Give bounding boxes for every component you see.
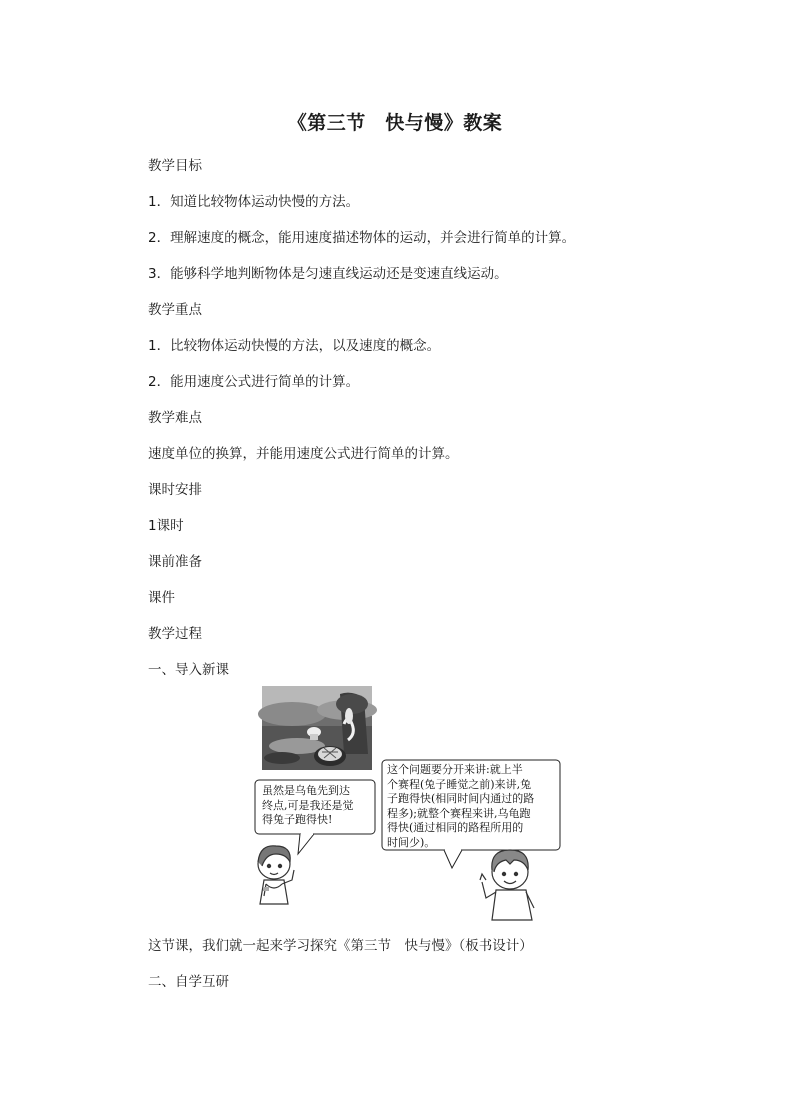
page-title: 《第三节 快与慢》教案 <box>287 112 503 134</box>
section-heading-objectives: 教学目标 <box>148 158 202 174</box>
boy-bubble-line-6: 时间少)。 <box>387 835 436 849</box>
boy-bubble-line-4: 程多);就整个赛程来讲,乌龟跑 <box>387 806 531 820</box>
girl-bubble-text <box>262 784 354 828</box>
girl-bubble-line-2: 终点,可是我还是觉 <box>262 798 354 812</box>
boy-bubble-line-2: 个赛程(兔子睡觉之前)来讲,兔 <box>387 777 532 791</box>
boy-bubble-line-3: 子跑得快(相同时间内通过的路 <box>387 792 535 805</box>
boy-bubble-text <box>387 763 534 850</box>
girl-bubble-line-3: 得兔子跑得快! <box>262 813 333 826</box>
difficulty-text: 速度单位的换算，并能用速度公式进行简单的计算。 <box>148 446 459 462</box>
section-heading-key-points: 教学重点 <box>148 302 202 318</box>
preparation-text: 课件 <box>148 590 175 606</box>
subsection-intro: 一、导入新课 <box>148 662 229 678</box>
section-heading-preparation: 课前准备 <box>148 554 202 570</box>
section-heading-process: 教学过程 <box>148 626 202 642</box>
intro-paragraph: 这节课，我们就一起来学习探究《第三节 快与慢》（板书设计） <box>148 938 533 954</box>
girl-character <box>258 846 294 904</box>
objective-item-2: 2．理解速度的概念，能用速度描述物体的运动，并会进行简单的计算。 <box>148 230 576 246</box>
girl-bubble-line-1: 虽然是乌龟先到达 <box>262 784 350 797</box>
objective-item-3: 3．能够科学地判断物体是匀速直线运动还是变速直线运动。 <box>148 266 508 282</box>
schedule-text: 1课时 <box>148 518 184 534</box>
tortoise-hare-illustration <box>252 684 562 924</box>
key-point-item-1: 1．比较物体运动快慢的方法，以及速度的概念。 <box>148 338 441 354</box>
key-point-item-2: 2．能用速度公式进行简单的计算。 <box>148 374 360 390</box>
race-scene-image <box>258 686 377 770</box>
section-heading-difficulties: 教学难点 <box>148 410 202 426</box>
subsection-self-study: 二、自学互研 <box>148 974 229 990</box>
objective-item-1: 1．知道比较物体运动快慢的方法。 <box>148 194 360 210</box>
boy-bubble-line-1: 这个问题要分开来讲:就上半 <box>387 763 523 776</box>
boy-character <box>480 850 534 920</box>
section-heading-schedule: 课时安排 <box>148 482 202 498</box>
boy-bubble-line-5: 得快(通过相同的路程所用的 <box>387 821 524 834</box>
